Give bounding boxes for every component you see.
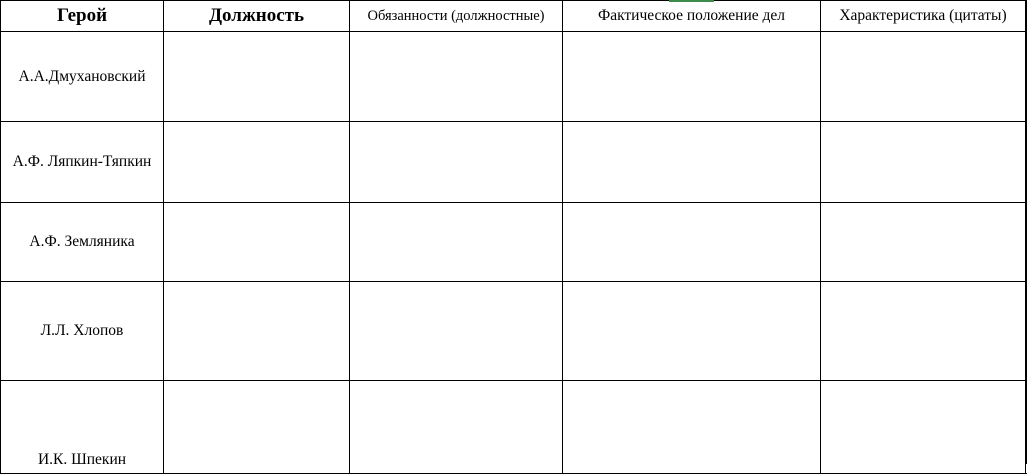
- cell-duty[interactable]: [350, 282, 563, 381]
- cell-fact[interactable]: [563, 122, 821, 203]
- cell-hero[interactable]: Л.Л. Хлопов: [1, 282, 164, 381]
- header-cell-fact[interactable]: Фактическое положение дел: [563, 1, 821, 32]
- cell-post[interactable]: [164, 32, 350, 122]
- cell-fact[interactable]: [563, 282, 821, 381]
- cell-post[interactable]: [164, 203, 350, 282]
- header-cell-char[interactable]: Характеристика (цитаты): [821, 1, 1026, 32]
- header-cell-duty[interactable]: Обязанности (должностные): [350, 1, 563, 32]
- cell-fact[interactable]: [563, 381, 821, 474]
- header-cell-post[interactable]: Должность: [164, 1, 350, 32]
- cell-fact[interactable]: [563, 203, 821, 282]
- accent-bar: [669, 0, 714, 2]
- table-row: [1, 122, 1027, 203]
- cell-post[interactable]: [164, 122, 350, 203]
- header-cell-hero[interactable]: Герой: [1, 1, 164, 32]
- cell-duty[interactable]: [350, 203, 563, 282]
- table-row: [1, 32, 1027, 122]
- cell-hero[interactable]: И.К. Шпекин: [1, 381, 164, 474]
- cell-char[interactable]: [821, 282, 1026, 381]
- cell-char[interactable]: [821, 203, 1026, 282]
- cell-duty[interactable]: [350, 32, 563, 122]
- cell-char[interactable]: [821, 122, 1026, 203]
- cell-char[interactable]: [821, 32, 1026, 122]
- table-row: [1, 203, 1027, 282]
- cell-hero[interactable]: А.А.Дмухановский: [1, 32, 164, 122]
- cell-duty[interactable]: [350, 122, 563, 203]
- cell-duty[interactable]: [350, 381, 563, 474]
- table-row: [1, 381, 1027, 474]
- cell-post[interactable]: [164, 282, 350, 381]
- cell-hero[interactable]: А.Ф. Ляпкин-Тяпкин: [1, 122, 164, 203]
- cell-hero[interactable]: А.Ф. Земляника: [1, 203, 164, 282]
- cell-post[interactable]: [164, 381, 350, 474]
- table-row: [1, 282, 1027, 381]
- cell-fact[interactable]: [563, 32, 821, 122]
- cell-char[interactable]: [821, 381, 1026, 474]
- table-header-row: [1, 1, 1027, 32]
